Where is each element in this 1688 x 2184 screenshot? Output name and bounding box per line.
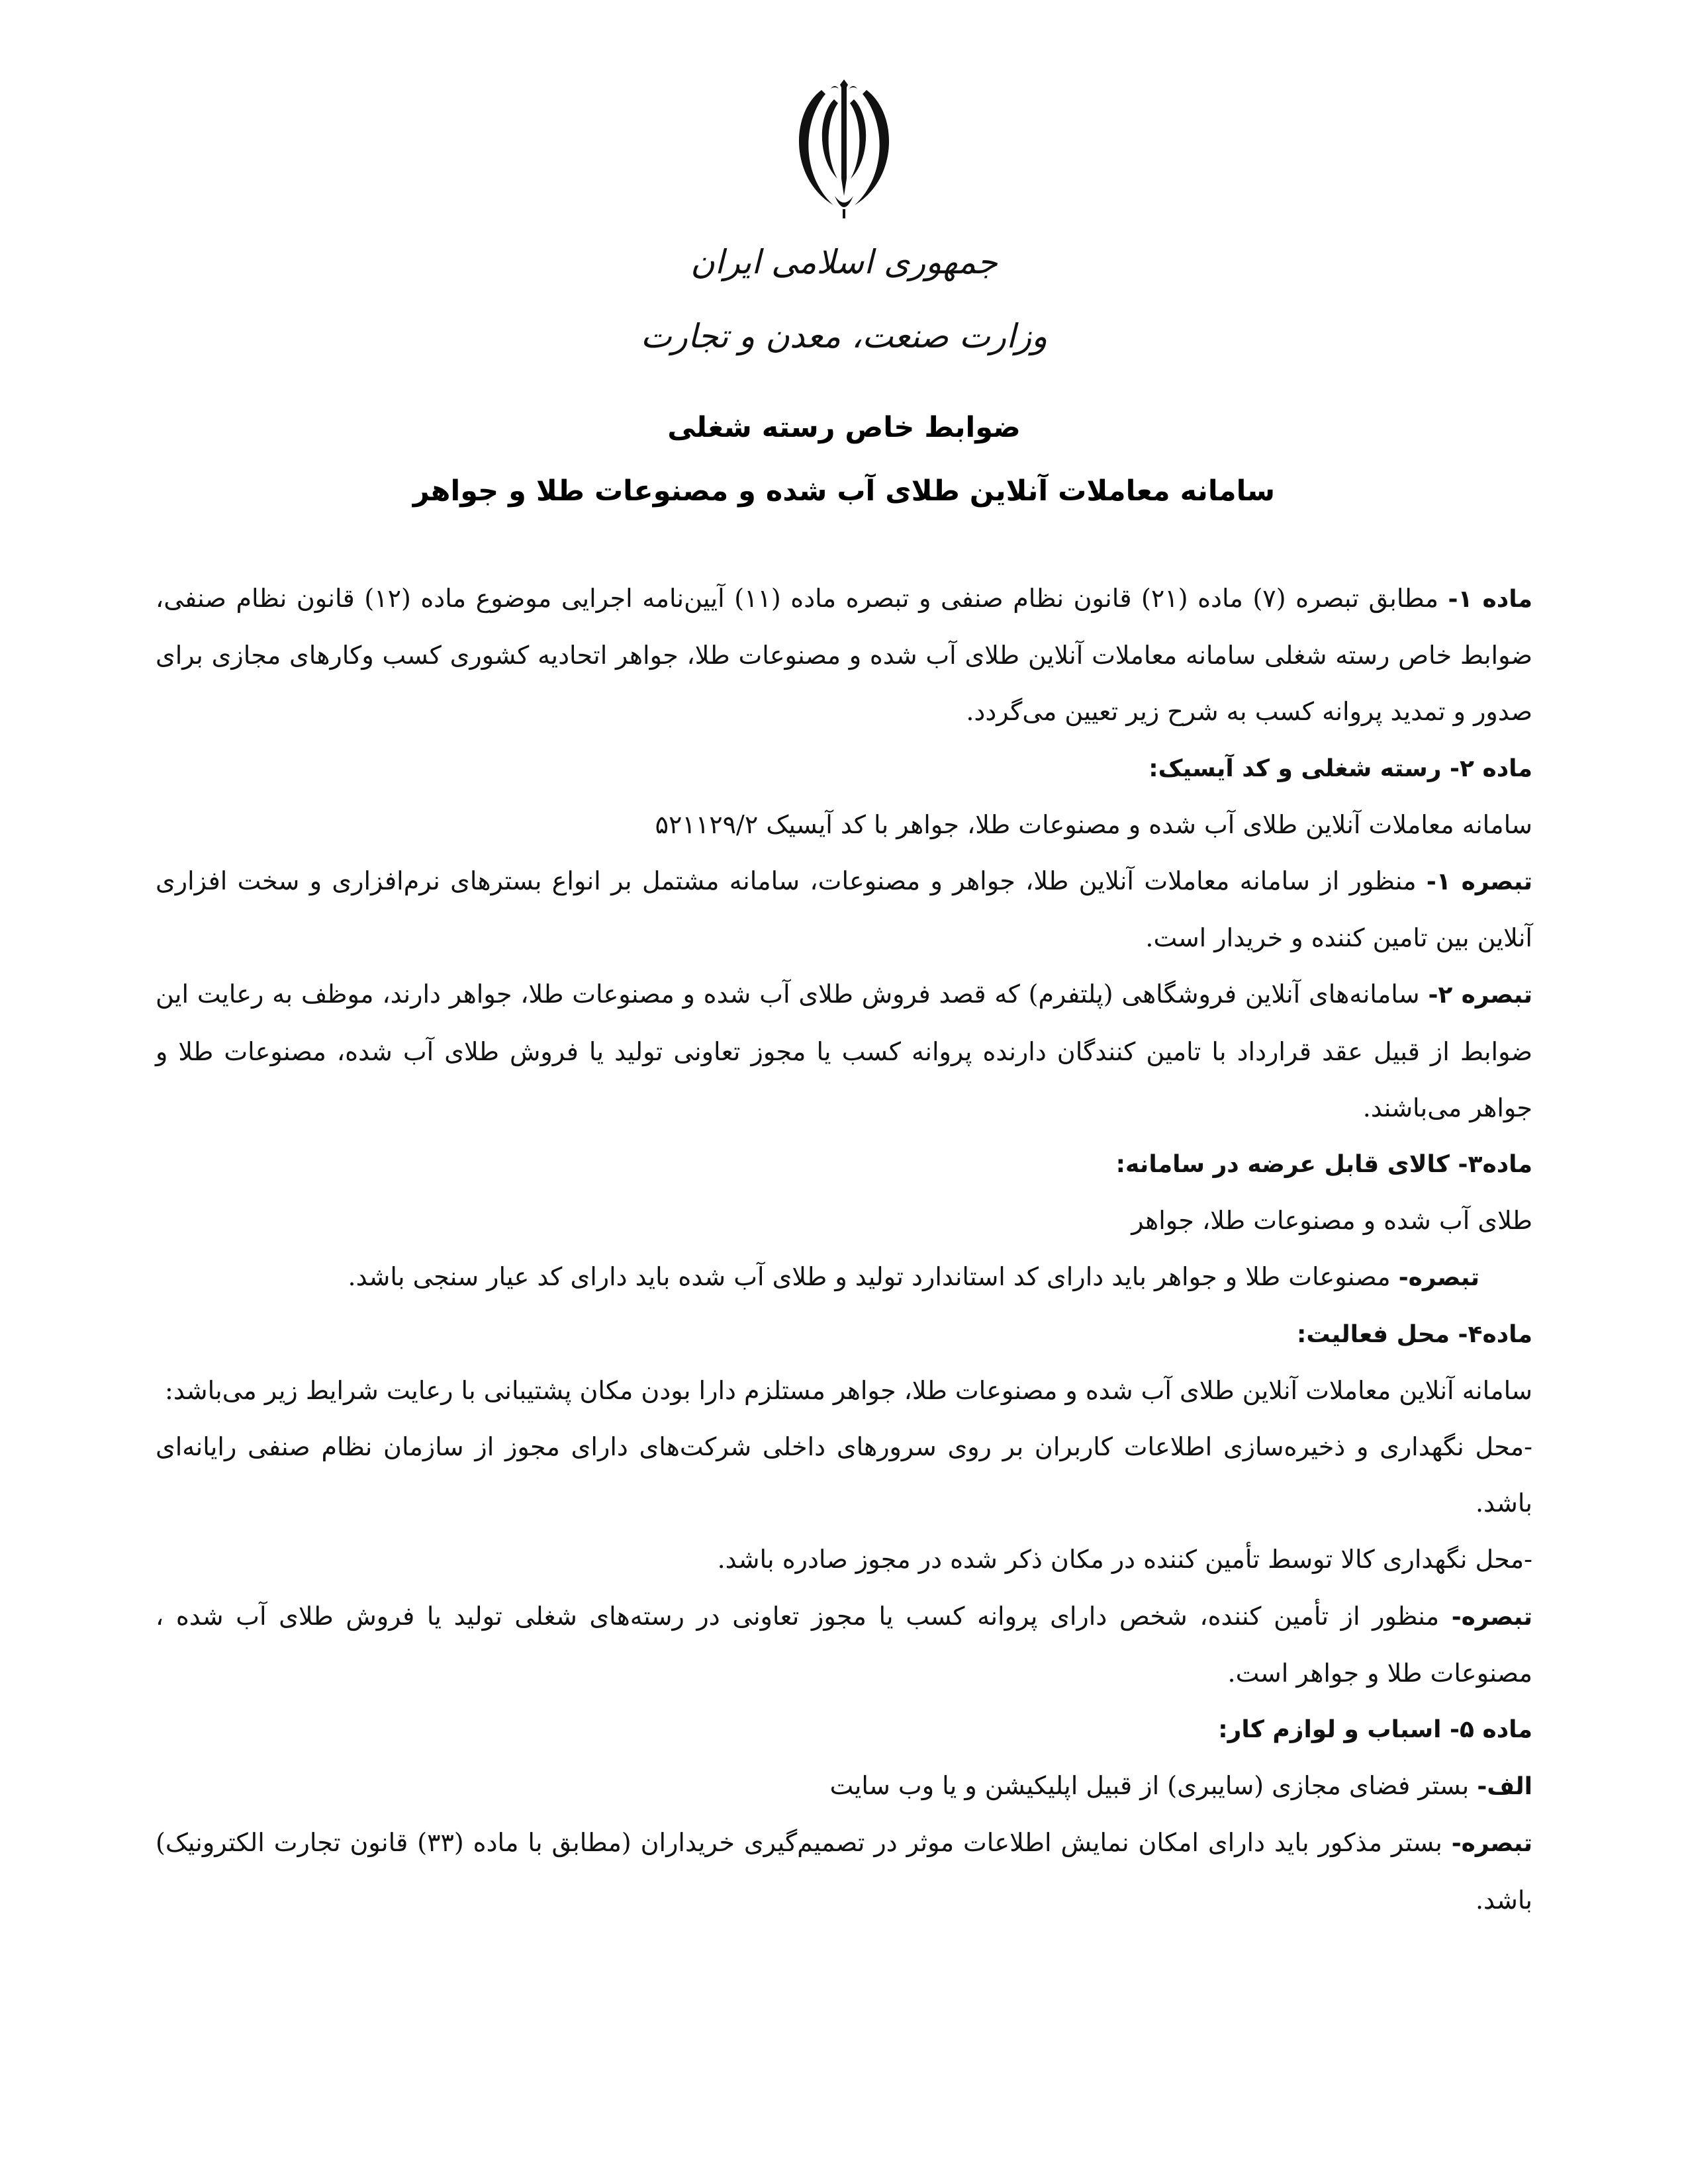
letterhead xyxy=(0,79,1688,359)
note-label: تبصره- xyxy=(1451,1603,1532,1631)
note-text: سامانه‌های آنلاین فروشگاهی (پلتفرم) که قصد فروش طلای آب شده و مصنوعات طلا، جواهر دارند، موظف به رعایت این ضوابط از قبیل عقد قرارداد با تامین کنندگان دارنده پروانه کسب یا مجوز تعاونی تولید یا فروش طلای آب شده، مصنوعات طلا و جواهر می‌باشند. xyxy=(156,979,1532,1122)
article-1-text: مطابق تبصره (۷) ماده (۲۱) قانون نظام صنفی و تبصره ماده (۱۱) آیین‌نامه اجرایی موضوع ماده (۱۲) قانون نظام صنفی، ضوابط خاص رسته شغلی سامانه معاملات آنلاین طلای آب شده و مصنوعات طلا، جواهر اتحادیه کشوری کسب وکارهای مجازی برای صدور و تمدید پروانه کسب به شرح زیر تعیین می‌گردد. xyxy=(156,584,1532,727)
title-line-2: سامانه معاملات آنلاین طلای آب شده و مصنوعات طلا و جواهر xyxy=(412,475,1276,508)
note-text: منظور از سامانه معاملات آنلاین طلا، جواهر و مصنوعات، سامانه مشتمل بر انواع بسترهای نرم‌افزاری و سخت افزاری آنلاین بین تامین کننده و خریدار است. xyxy=(156,866,1532,953)
item-label: الف- xyxy=(1477,1773,1532,1801)
article-2-text: سامانه معاملات آنلاین طلای آب شده و مصنوعات طلا، جواهر با کد آیسیک ۵۲۱۱۲۹/۲ xyxy=(655,809,1532,839)
article-5-item-a xyxy=(156,1758,1532,1815)
article-4-item-2: -محل نگهداری کالا توسط تأمین کننده در مکان ذکر شده در مجوز صادره باشد. xyxy=(717,1545,1532,1574)
ministry-name-logo: وزارت صنعت، معدن و تجارت xyxy=(640,317,1048,355)
note-label: تبصره- xyxy=(1451,1830,1533,1858)
note-label: تبصره ۱- xyxy=(1426,868,1532,896)
document-body xyxy=(156,570,1532,1929)
article-1 xyxy=(156,570,1532,741)
note-text: منظور از تأمین کننده، شخص دارای پروانه کسب یا مجوز تعاونی در رسته‌های شغلی تولید یا فروش طلای آب شده ، مصنوعات طلا و جواهر است. xyxy=(156,1601,1532,1688)
note-text: بستر مذکور باید دارای امکان نمایش اطلاعات موثر در تصمیم‌گیری خریداران (مطابق با ماده (۳۳) قانون تجارت الکترونیک) باشد. xyxy=(156,1828,1532,1915)
article-4-note xyxy=(156,1588,1532,1702)
article-5-heading: ماده ۵- اسباب و لوازم کار: xyxy=(1218,1716,1532,1744)
article-4-item-1: -محل نگهداری و ذخیره‌سازی اطلاعات کاربران بر روی سرورهای داخلی شرکت‌های دارای مجوز از سازمان نظام صنفی رایانه‌ای باشد. xyxy=(156,1432,1532,1518)
note-text: مصنوعات طلا و جواهر باید دارای کد استاندارد تولید و طلای آب شده باید دارای کد عیار سنجی باشد. xyxy=(348,1262,1399,1292)
article-4-heading: ماده۴- محل فعالیت: xyxy=(1296,1320,1532,1348)
article-2-note-2 xyxy=(156,966,1532,1136)
article-2-heading: ماده ۲- رسته شغلی و کد آیسیک: xyxy=(1149,754,1532,782)
article-1-label: ماده ۱- xyxy=(1448,586,1532,613)
article-4-text: سامانه آنلاین معاملات آنلاین طلای آب شده و مصنوعات طلا، جواهر مستلزم دارا بودن مکان پشتیبانی با رعایت شرایط زیر می‌باشد: xyxy=(165,1375,1532,1405)
note-label: تبصره- xyxy=(1398,1264,1479,1292)
title-line-1: ضوابط خاص رسته شغلی xyxy=(667,411,1021,444)
article-3-heading: ماده۳- کالای قابل عرضه در سامانه: xyxy=(1115,1151,1532,1179)
article-2-note-1 xyxy=(156,853,1532,966)
article-5-note xyxy=(156,1815,1532,1928)
note-label: تبصره ۲- xyxy=(1428,981,1532,1009)
document-title xyxy=(0,396,1688,523)
item-text: بستر فضای مجازی (سایبری) از قبیل اپلیکیشن و یا وب سایت xyxy=(829,1771,1477,1801)
article-3-note xyxy=(156,1249,1532,1306)
country-name-logo: جمهوری اسلامی ایران xyxy=(690,243,998,281)
article-3-text: طلای آب شده و مصنوعات طلا، جواهر xyxy=(1131,1206,1532,1236)
iran-emblem-icon xyxy=(778,79,910,222)
